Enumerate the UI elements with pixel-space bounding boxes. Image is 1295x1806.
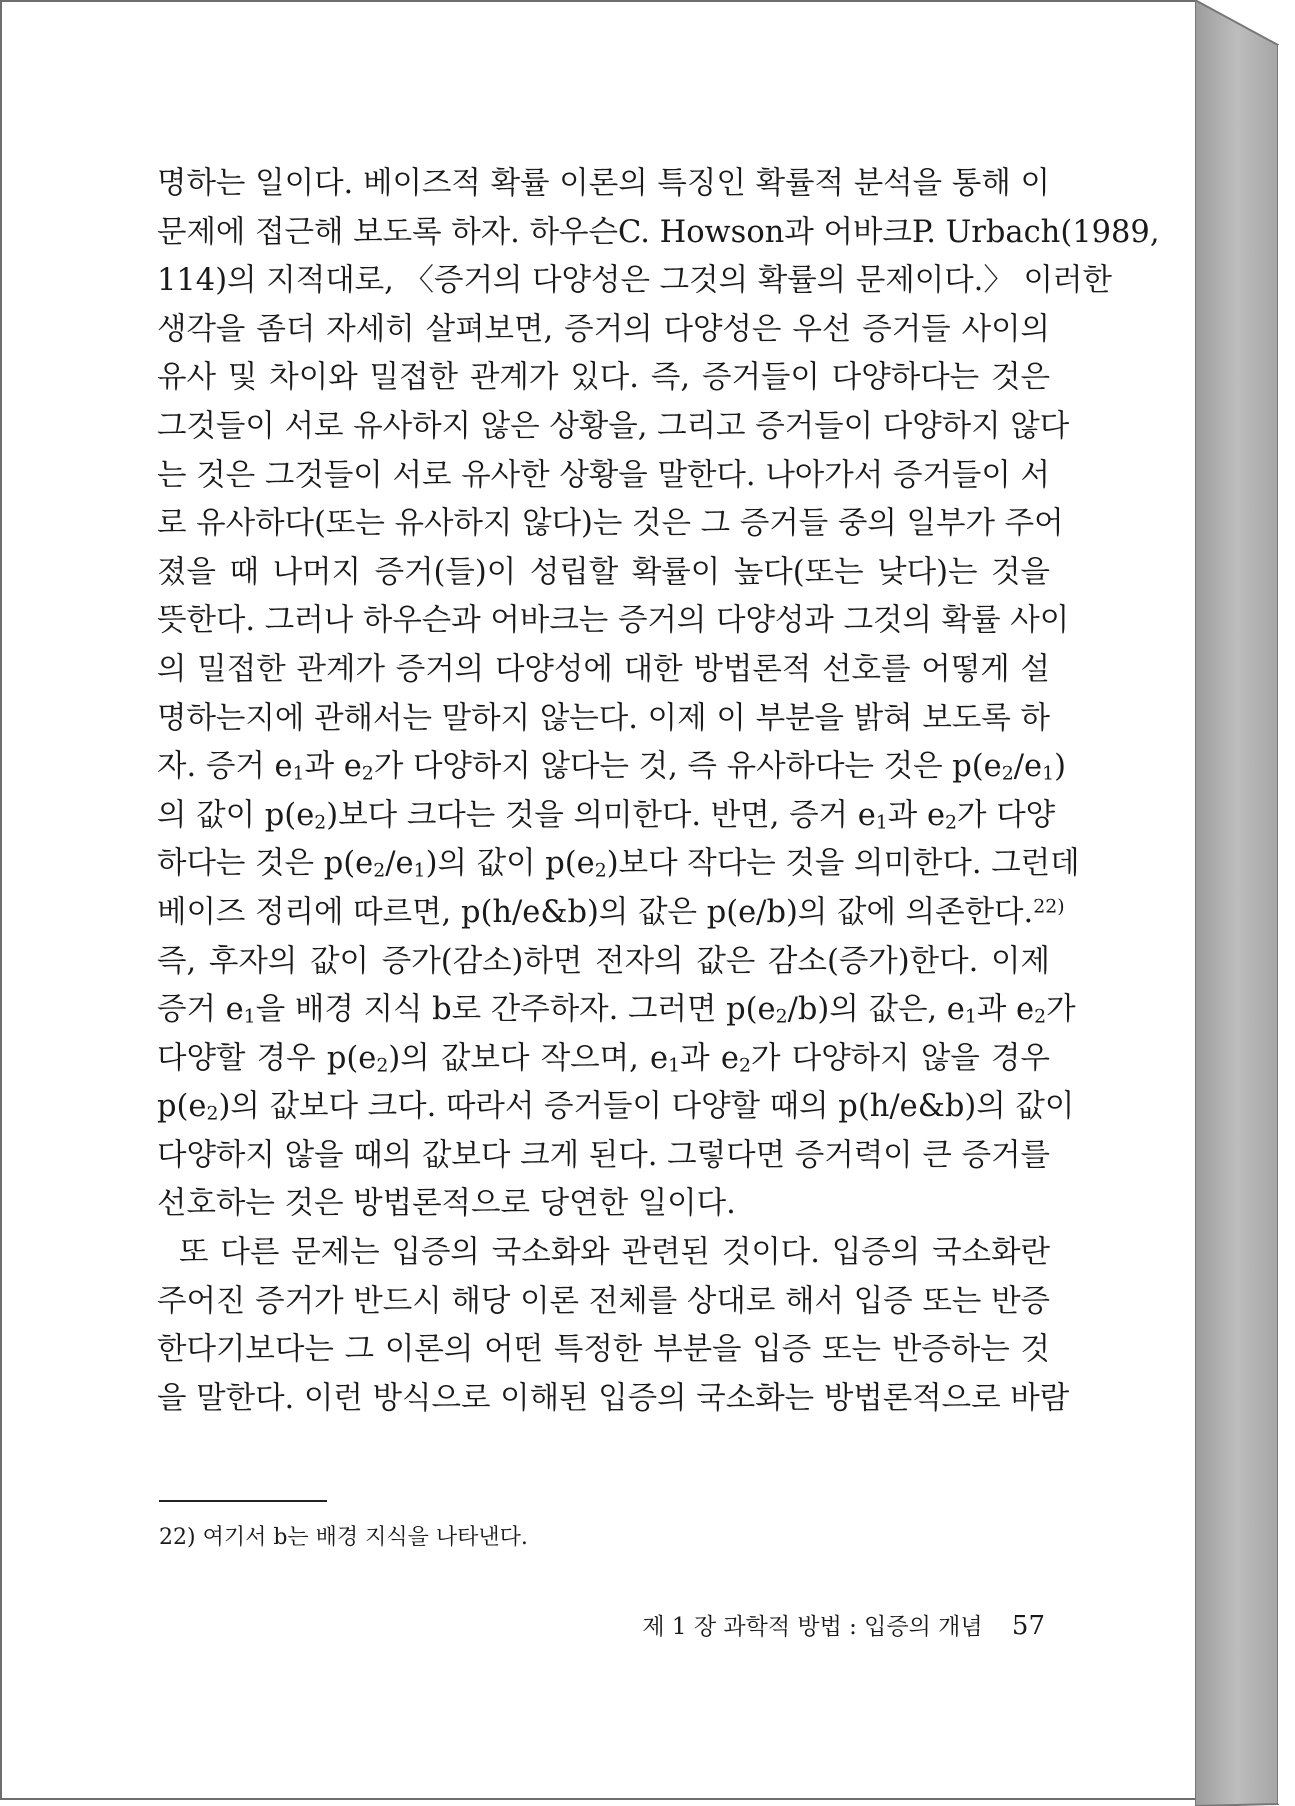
text-line [157, 306, 1050, 355]
text-line [157, 354, 1050, 403]
text-line [157, 1278, 1050, 1327]
text-run: 다양하지 않을 때의 값보다 크게 된다. 그렇다면 증거력이 큰 증거를 [157, 1137, 1050, 1173]
text-run: 졌을 때 나머지 증거(들)이 성립할 확률이 높다(또는 낮다)는 것을 [157, 554, 1050, 590]
text-run: 는 것은 그것들이 서로 유사한 상황을 말한다. 나아가서 증거들이 서 [157, 457, 1050, 493]
text-run: 생각을 좀더 자세히 살펴보면, 증거의 다양성은 우선 증거들 사이의 [157, 311, 1050, 347]
text-run: 유사 및 차이와 밀접한 관계가 있다. 즉, 증거들이 다양하다는 것은 [157, 360, 1050, 396]
text-line [157, 1326, 1050, 1375]
subscript: 1 [1042, 762, 1055, 785]
text-run: 선호하는 것은 방법론적으로 당연한 일이다. [157, 1186, 736, 1222]
text-run: 가 다양 [957, 797, 1056, 833]
text-run: 가 다양하지 않다는 것, 즉 유사하다는 것은 p(e [373, 749, 1002, 785]
text-line [157, 1083, 1075, 1132]
subscript: 2 [1034, 1005, 1047, 1028]
subscript: 2 [945, 811, 958, 834]
text-run: 뜻한다. 그러나 하우슨과 어바크는 증거의 다양성과 그것의 확률 사이 [157, 603, 1070, 639]
text-run: 명하는지에 관해서는 말하지 않는다. 이제 이 부분을 밝혀 보도록 하 [157, 700, 1050, 736]
text-run: 또 다른 문제는 입증의 국소화와 관련된 것이다. 입증의 국소화란 [179, 1235, 1050, 1271]
text-run: 가 다양하지 않을 경우 [750, 1040, 1050, 1076]
text-line [157, 1132, 1050, 1181]
text-line [157, 209, 1160, 258]
text-line [157, 403, 1070, 452]
text-run: 과 e [887, 797, 946, 833]
text-run: )의 값이 p(e [425, 846, 595, 882]
text-line [157, 549, 1050, 598]
page-footer [642, 1608, 1045, 1641]
text-run: 즉, 후자의 값이 증가(감소)하면 전자의 값은 감소(증가)한다. 이제 [157, 943, 1050, 979]
subscript: 2 [373, 859, 386, 882]
text-line [157, 1375, 1070, 1424]
text-line [157, 1035, 1050, 1084]
text-run: 을 배경 지식 b로 간주하자. 그러면 p(e [255, 992, 776, 1028]
text-run: ) [1054, 749, 1067, 785]
text-line [157, 500, 1064, 549]
footnote-reference: 22) [1033, 895, 1065, 918]
text-run: 주어진 증거가 반드시 해당 이론 전체를 상대로 해서 입증 또는 반증 [157, 1283, 1050, 1319]
text-run: 문제에 접근해 보도록 하자. 하우슨C. Howson과 어바크P. Urbach(1989, [157, 214, 1160, 250]
text-run: )의 값보다 작으며, e [388, 1040, 669, 1076]
text-run: )의 값보다 크다. 따라서 증거들이 다양할 때의 p(h/e&b)의 값이 [218, 1089, 1075, 1125]
text-run: )보다 크다는 것을 의미한다. 반면, 증거 e [326, 797, 876, 833]
text-run: 한다기보다는 그 이론의 어떤 특정한 부분을 입증 또는 반증하는 것 [157, 1332, 1050, 1368]
footnote-rule [159, 1500, 327, 1502]
text-run: 다양할 경우 p(e [157, 1040, 377, 1076]
page-number: 57 [1011, 1611, 1045, 1641]
text-run: 베이즈 정리에 따르면, p(h/e&b)의 값은 p(e/b)의 값에 의존한다. [157, 894, 1034, 930]
text-run: p(e [157, 1089, 207, 1125]
text-run: 증거 e [157, 992, 244, 1028]
text-run: 가 [1046, 992, 1076, 1028]
subscript: 1 [668, 1054, 681, 1077]
text-run: 의 밀접한 관계가 증거의 다양성에 대한 방법론적 선호를 어떻게 설 [157, 651, 1050, 687]
text-line [157, 597, 1070, 646]
text-line [157, 646, 1050, 695]
text-line [157, 695, 1050, 744]
subscript: 2 [206, 1102, 219, 1125]
text-line [157, 452, 1050, 501]
subscript: 1 [292, 762, 305, 785]
body-text [157, 160, 1160, 1423]
text-line [157, 160, 1050, 209]
text-line [157, 938, 1050, 987]
text-run: 의 값이 p(e [157, 797, 315, 833]
text-run: 과 e [976, 992, 1035, 1028]
subscript: 2 [775, 1005, 788, 1028]
text-run: /e [385, 846, 414, 882]
text-line [157, 889, 1065, 938]
text-run: 과 e [304, 749, 362, 785]
subscript: 2 [738, 1054, 751, 1077]
subscript: 2 [1001, 762, 1014, 785]
text-run: /b)의 값은, e [787, 992, 965, 1028]
text-run: 114)의 지적대로, 〈증거의 다양성은 그것의 확률의 문제이다.〉 이러한 [157, 263, 1112, 299]
text-line [157, 840, 1080, 889]
text-line [157, 1180, 1050, 1229]
text-run: 그것들이 서로 유사하지 않은 상황을, 그리고 증거들이 다양하지 않다 [157, 408, 1070, 444]
text-line [157, 743, 1067, 792]
text-line [157, 986, 1076, 1035]
subscript: 2 [594, 859, 607, 882]
book-side-edge [1195, 0, 1295, 1806]
text-run: 명하는 일이다. 베이즈적 확률 이론의 특징인 확률적 분석을 통해 이 [157, 166, 1050, 201]
text-line [157, 1229, 1050, 1278]
text-run: 하다는 것은 p(e [157, 846, 374, 882]
text-line [157, 257, 1112, 306]
subscript: 1 [964, 1005, 977, 1028]
text-run: 을 말한다. 이런 방식으로 이해된 입증의 국소화는 방법론적으로 바람 [157, 1380, 1070, 1416]
text-line [157, 792, 1056, 841]
text-run: 과 e [680, 1040, 739, 1076]
subscript: 1 [243, 1005, 256, 1028]
subscript: 2 [376, 1054, 389, 1077]
subscript: 1 [875, 811, 888, 834]
text-run: )보다 작다는 것을 의미한다. 그런데 [606, 846, 1080, 882]
text-run: 로 유사하다(또는 유사하지 않다)는 것은 그 증거들 중의 일부가 주어 [157, 506, 1064, 542]
subscript: 1 [413, 859, 426, 882]
subscript: 2 [314, 811, 327, 834]
text-run: /e [1013, 749, 1043, 785]
running-head: 제 1 장 과학적 방법 : 입증의 개념 [642, 1614, 983, 1640]
text-run: 자. 증거 e [157, 749, 293, 785]
subscript: 2 [361, 762, 374, 785]
footnote: 22) 여기서 b는 배경 지식을 나타낸다. [159, 1525, 528, 1550]
